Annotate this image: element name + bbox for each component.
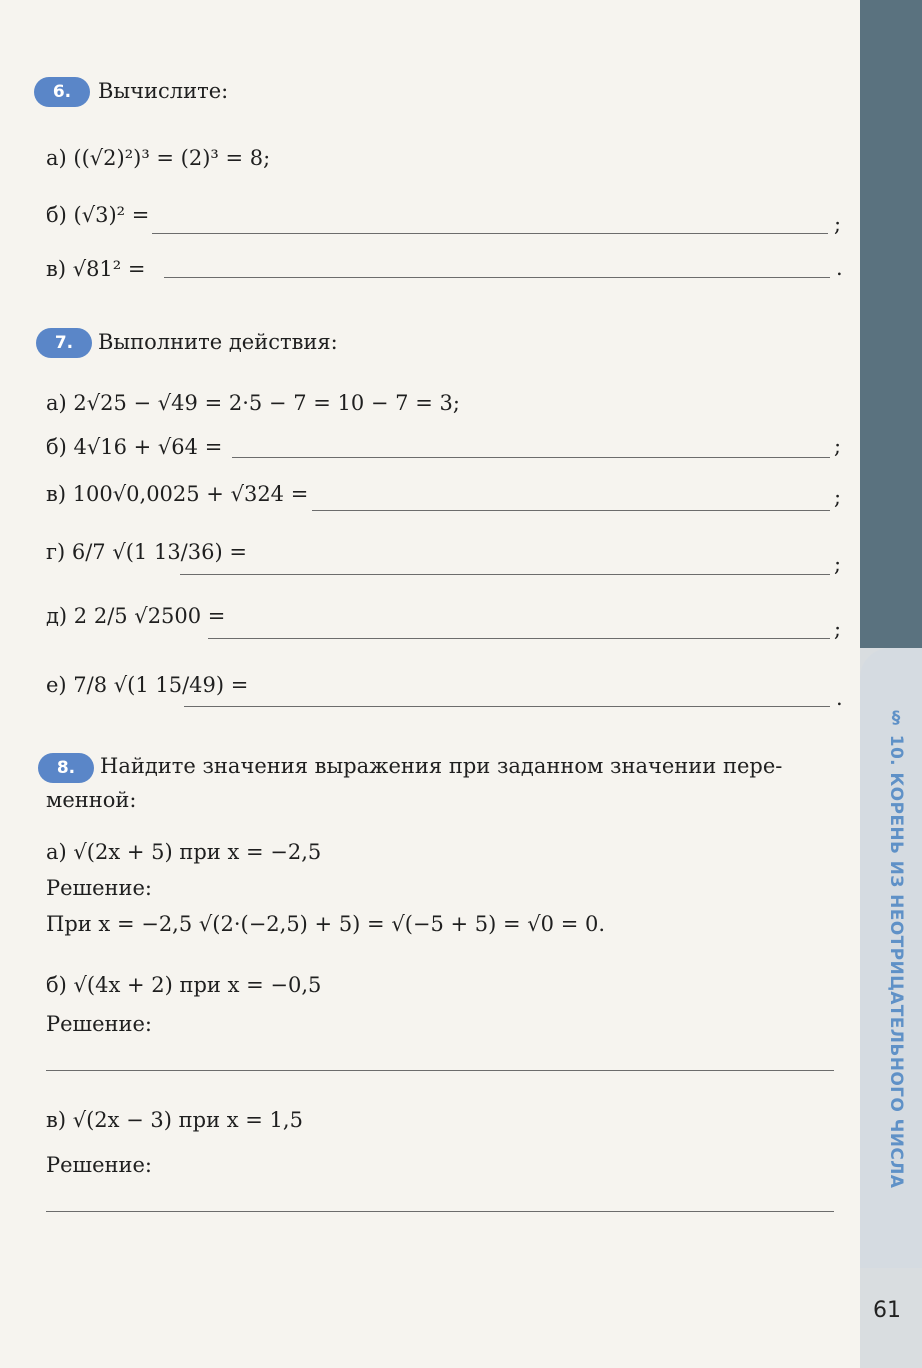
task-6-badge: 6. — [34, 77, 90, 107]
task-6c: в) √81² = — [46, 257, 146, 281]
task-8-heading-line2: менной: — [46, 788, 137, 812]
task-8a-solution: При x = −2,5 √(2·(−2,5) + 5) = √(−5 + 5) = √0 = 0. — [46, 912, 606, 936]
task-7c-end: ; — [834, 485, 842, 509]
task-8b-label: Решение: — [46, 1012, 153, 1036]
answer-line-7f[interactable] — [184, 706, 830, 707]
task-8b: б) √(4x + 2) при x = −0,5 — [46, 973, 322, 997]
task-7-heading: Выполните действия: — [98, 330, 338, 354]
task-7e-end: ; — [834, 617, 842, 641]
task-8c: в) √(2x − 3) при x = 1,5 — [46, 1108, 303, 1132]
task-8a: а) √(2x + 5) при x = −2,5 — [46, 840, 322, 864]
task-7-badge: 7. — [36, 328, 92, 358]
task-6c-end: . — [836, 256, 843, 280]
task-8-heading-line1: Найдите значения выражения при заданном значении пере- — [100, 754, 783, 778]
task-6b-end: ; — [834, 212, 842, 236]
task-8a-label: Решение: — [46, 876, 153, 900]
task-7c: в) 100√0,0025 + √324 = — [46, 482, 309, 506]
task-7e: д) 2 2/5 √2500 = — [46, 604, 226, 628]
task-6a: а) ((√2)²)³ = (2)³ = 8; — [46, 146, 271, 170]
task-8c-label: Решение: — [46, 1153, 153, 1177]
task-7d: г) 6/7 √(1 13/36) = — [46, 540, 247, 564]
task-7a: а) 2√25 − √49 = 2·5 − 7 = 10 − 7 = 3; — [46, 391, 460, 415]
answer-line-8b[interactable] — [46, 1070, 834, 1071]
side-strip-top — [860, 0, 922, 648]
task-7d-end: ; — [834, 552, 842, 576]
task-7f-end: . — [836, 686, 843, 710]
task-7f: е) 7/8 √(1 15/49) = — [46, 673, 249, 697]
answer-line-7b[interactable] — [232, 457, 830, 458]
section-title: § 10. КОРЕНЬ ИЗ НЕОТРИЦАТЕЛЬНОГО ЧИСЛА — [886, 708, 906, 1189]
task-8-badge: 8. — [38, 753, 94, 783]
answer-line-7d[interactable] — [180, 574, 830, 575]
answer-line-7c[interactable] — [312, 510, 830, 511]
answer-line-6b[interactable] — [152, 233, 828, 234]
answer-line-7e[interactable] — [208, 638, 830, 639]
task-7b-end: ; — [834, 434, 842, 458]
answer-line-8c[interactable] — [46, 1211, 834, 1212]
task-6b: б) (√3)² = — [46, 203, 150, 227]
task-6-heading: Вычислите: — [98, 79, 229, 103]
task-7b: б) 4√16 + √64 = — [46, 435, 223, 459]
page-number: 61 — [873, 1298, 901, 1323]
answer-line-6c[interactable] — [164, 277, 830, 278]
